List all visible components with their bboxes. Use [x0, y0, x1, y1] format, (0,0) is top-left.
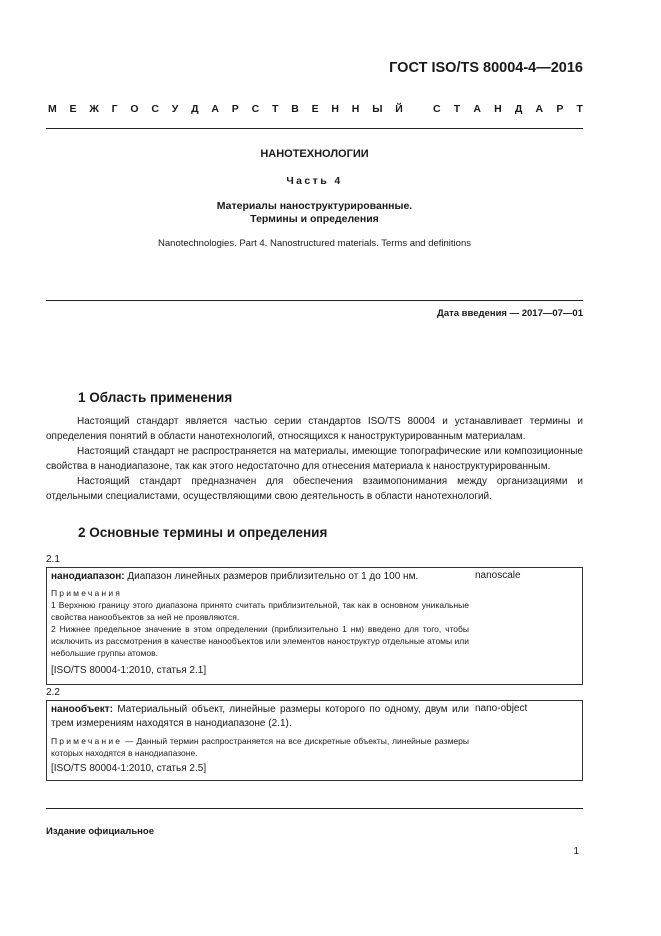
banner-letter: Т — [271, 103, 279, 115]
title-subtitle — [46, 200, 583, 226]
page-number: 1 — [573, 846, 579, 857]
banner-letter: О — [130, 103, 139, 115]
term-english-equivalent: nano-object — [475, 703, 528, 714]
banner-letter: Р — [556, 103, 564, 115]
standard-designation: ГОСТ ISO/TS 80004-4—2016 — [389, 60, 583, 76]
term-number: 2.2 — [46, 687, 60, 698]
title-main: НАНОТЕХНОЛОГИИ — [260, 148, 369, 160]
term-name: нанообъект: — [51, 704, 113, 715]
banner-letter: А — [211, 103, 219, 115]
term-source: [ISO/TS 80004-1:2010, статья 2.1] — [51, 665, 207, 676]
term-definition: Материальный объект, линейные размеры которого по одному, двум или трем измерениям находятся в нанодиапазоне (2.1). — [51, 704, 469, 729]
intro-date: Дата введения — 2017—07—01 — [437, 308, 583, 319]
banner-letter: Е — [69, 103, 77, 115]
section-1-body — [46, 414, 583, 504]
note-item: 1 Верхнюю границу этого диапазона принято считать приблизительной, так как в основном уникальные свойства нанообъектов за ней не проявляются. — [51, 600, 469, 622]
note-item — [51, 735, 469, 759]
term-source: [ISO/TS 80004-1:2010, статья 2.5] — [51, 763, 207, 774]
header-rule — [46, 128, 583, 129]
banner-letter: А — [535, 103, 544, 115]
title-english: Nanotechnologies. Part 4. Nanostructured materials. Terms and definitions — [158, 238, 471, 249]
banner-letter: Н — [351, 103, 360, 115]
footer-rule — [46, 808, 583, 809]
banner-letter: С — [151, 103, 159, 115]
banner-letter: Н — [494, 103, 502, 115]
term-content — [51, 703, 469, 776]
term-number: 2.1 — [46, 554, 60, 565]
banner-letter: У — [171, 103, 179, 115]
section-1-heading: 1 Область применения — [78, 390, 233, 405]
section-1-paragraph: Настоящий стандарт не распространяется на материалы, имеющие топографические или композиционные свойства в нанодиапазоне, так как этого недостаточно для отнесения материала к наноструктурированным. — [46, 446, 583, 472]
banner-letter: Н — [331, 103, 339, 115]
section-1-paragraph: Настоящий стандарт является частью серии стандартов ISO/TS 80004 и устанавливает термины и определения понятий в области нанотехнологий, относящихся к наноструктурированным материалам. — [46, 416, 583, 442]
title-rule — [46, 300, 583, 301]
note-label: Примечание — [51, 736, 123, 746]
banner-word-2 — [433, 103, 583, 115]
banner-letter: Е — [311, 103, 319, 115]
banner-letter: Д — [514, 103, 523, 115]
banner-letter: Ы — [372, 103, 383, 115]
edition-label: Издание официальное — [46, 826, 154, 837]
banner-letter: А — [473, 103, 481, 115]
banner-letter: Т — [576, 103, 583, 115]
note-text: — Данный термин распространяется на все дискретные объекты, линейные размеры которых находятся в нанодиапазоне. — [51, 736, 469, 758]
banner-letter: Д — [191, 103, 199, 115]
banner-letter: Р — [231, 103, 239, 115]
term-content — [51, 570, 469, 678]
banner-letter: Ж — [89, 103, 99, 115]
subtitle-line-2: Термины и определения — [250, 213, 379, 225]
notes-heading: Примечания — [51, 588, 123, 598]
banner-letter: В — [291, 103, 299, 115]
banner-letter: Т — [453, 103, 461, 115]
banner-letter: Г — [111, 103, 118, 115]
section-2-heading: 2 Основные термины и определения — [78, 525, 328, 540]
term-entry-nanoscale — [46, 567, 583, 685]
banner-word-1 — [48, 103, 403, 115]
subtitle-line-1: Материалы наноструктурированные. — [216, 200, 413, 212]
banner-letter: Й — [395, 103, 403, 115]
term-name: нанодиапазон: — [51, 571, 125, 582]
term-entry-nano-object — [46, 700, 583, 781]
note-item: 2 Нижнее предельное значение в этом определении (приблизительно 1 нм) введено для того, чтобы исключить из рассмотрения в качестве нанообъектов или элементов наноструктур отдельные атомы или небольшие группы атомов. — [51, 624, 469, 658]
interstate-standard-banner — [48, 103, 583, 115]
term-definition-line — [51, 703, 469, 731]
banner-letter: С — [251, 103, 260, 115]
section-1-paragraph: Настоящий стандарт предназначен для обеспечения взаимопонимания между организациями и отдельными специалистами, осуществляющими свою деятельность в области нанотехнологий. — [46, 476, 583, 502]
term-english-equivalent: nanoscale — [475, 570, 521, 581]
term-definition: Диапазон линейных размеров приблизительно от 1 до 100 нм. — [124, 571, 419, 582]
banner-letter: М — [48, 103, 57, 115]
term-definition-line — [51, 570, 469, 584]
title-part: Часть 4 — [286, 175, 343, 187]
banner-letter: С — [433, 103, 441, 115]
